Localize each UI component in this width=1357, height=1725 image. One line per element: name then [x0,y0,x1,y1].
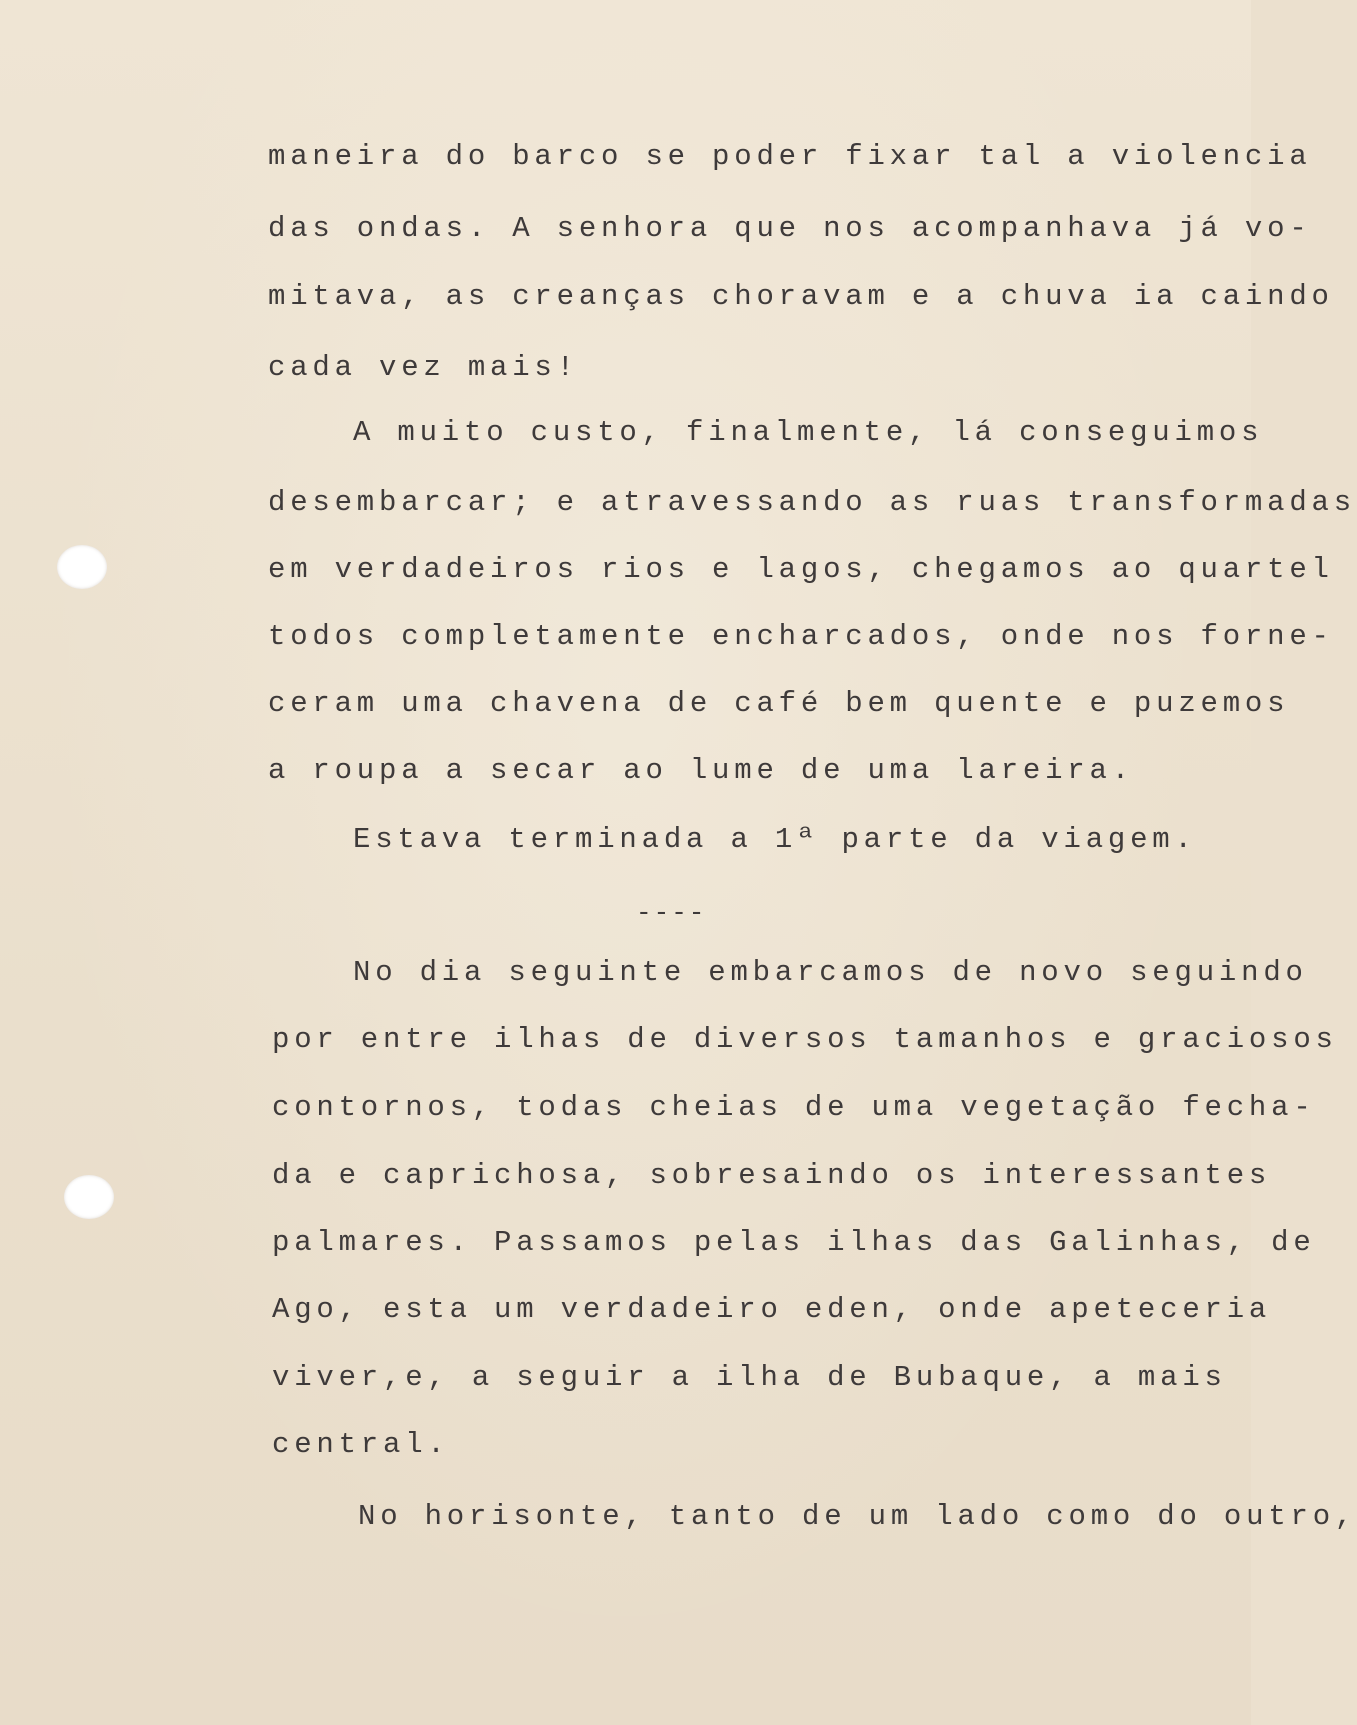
text-line: ceram uma chavena de café bem quente e puzemos [268,687,1290,720]
text-line: No dia seguinte embarcamos de novo seguindo [353,956,1308,989]
text-line: No horisonte, tanto de um lado como do outro, [358,1500,1357,1533]
text-line: palmares. Passamos pelas ilhas das Galinhas, de [272,1226,1316,1259]
text-line: por entre ilhas de diversos tamanhos e graciosos [272,1023,1338,1056]
text-line: Estava terminada a 1ª parte da viagem. [353,823,1197,856]
text-line: desembarcar; e atravessando as ruas transformadas [268,486,1356,519]
text-line: A muito custo, finalmente, lá conseguimos [353,416,1264,449]
text-line: maneira do barco se poder fixar tal a violencia [268,140,1312,173]
text-line: todos completamente encharcados, onde nos forne- [268,620,1334,653]
text-line: mitava, as creanças choravam e a chuva ia caindo [268,280,1334,313]
section-separator: ---- [636,898,707,928]
text-line: das ondas. A senhora que nos acompanhava já vo- [268,212,1312,245]
text-line: contornos, todas cheias de uma vegetação fecha- [272,1091,1316,1124]
text-line: Ago, esta um verdadeiro eden, onde apeteceria [272,1293,1272,1326]
text-line: da e caprichosa, sobresaindo os interessantes [272,1159,1272,1192]
text-line: viver,e, a seguir a ilha de Bubaque, a mais [272,1361,1227,1394]
text-line: cada vez mais! [268,351,579,384]
text-line: em verdadeiros rios e lagos, chegamos ao quartel [268,553,1334,586]
text-line: central. [272,1428,450,1461]
text-line: a roupa a secar ao lume de uma lareira. [268,754,1134,787]
